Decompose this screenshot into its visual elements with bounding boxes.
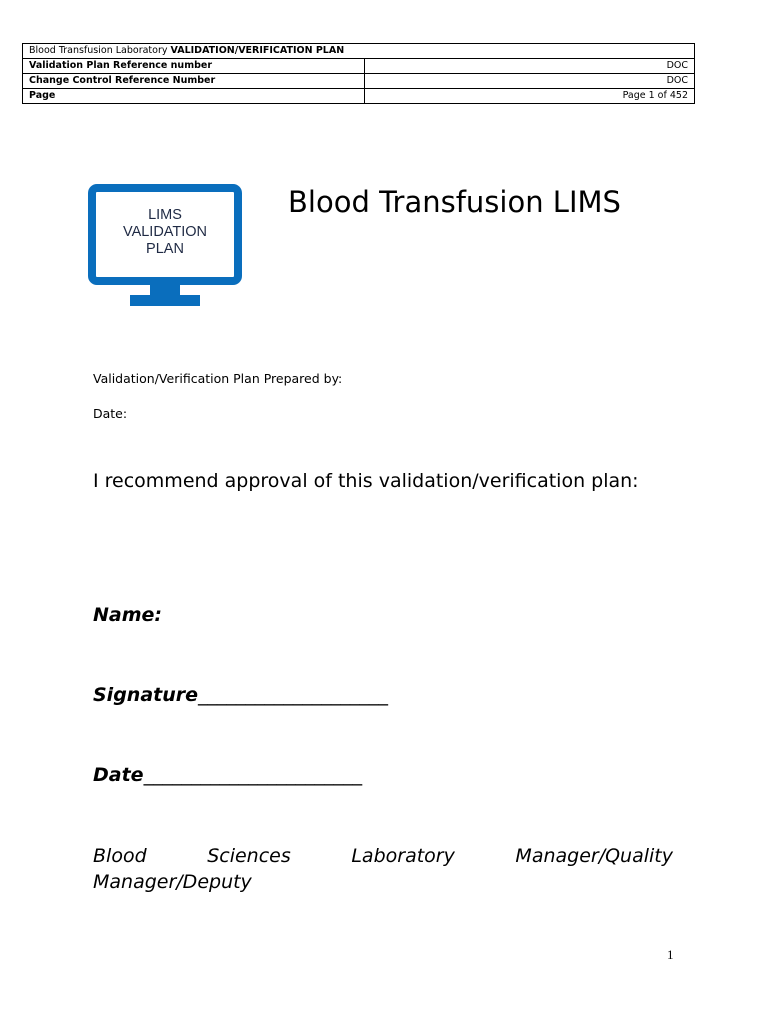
recommend-statement: I recommend approval of this validation/verification plan:	[93, 470, 639, 492]
header-row-title	[23, 44, 695, 59]
manager-role-row-1	[93, 843, 673, 869]
monitor-stand	[130, 295, 200, 306]
header-title-bold: VALIDATION/VERIFICATION PLAN	[170, 45, 345, 56]
header-reference-value: DOC	[365, 59, 695, 74]
header-row-page	[23, 89, 695, 104]
header-row-reference	[23, 59, 695, 74]
header-page-label: Page	[23, 89, 365, 104]
manager-role-text	[93, 843, 673, 895]
header-change-control-value: DOC	[365, 74, 695, 89]
logo-line-2: VALIDATION	[122, 224, 208, 240]
header-page-value: Page 1 of 452	[365, 89, 695, 104]
date-blank-line: _______________________	[143, 764, 363, 786]
signature-field	[93, 682, 388, 708]
header-row-change-control	[23, 74, 695, 89]
date-field-label: Date	[93, 764, 144, 786]
manager-word-4: Manager/Quality	[515, 845, 673, 867]
document-header-table	[22, 43, 695, 104]
page-number: 1	[667, 947, 674, 962]
name-field	[93, 602, 162, 628]
monitor-icon	[88, 184, 242, 308]
date-label: Date:	[93, 406, 128, 421]
signature-blank-line: ____________________	[198, 684, 389, 706]
logo-line-1: LIMS	[148, 207, 182, 223]
page-title: Blood Transfusion LIMS	[288, 185, 621, 219]
signature-label: Signature	[93, 684, 199, 706]
manager-word-3: Laboratory	[351, 845, 455, 867]
name-label: Name:	[93, 604, 163, 626]
header-title-prefix: Blood Transfusion Laboratory	[29, 45, 168, 56]
prepared-by-label: Validation/Verification Plan Prepared by:	[93, 371, 343, 386]
date-field	[93, 762, 362, 788]
logo-line-3: PLAN	[146, 241, 184, 257]
header-reference-label: Validation Plan Reference number	[23, 59, 365, 74]
manager-word-1: Blood	[93, 845, 147, 867]
manager-word-2: Sciences	[207, 845, 291, 867]
manager-role-row-2: Manager/Deputy	[93, 871, 252, 893]
header-change-control-label: Change Control Reference Number	[23, 74, 365, 89]
logo-text	[88, 207, 242, 258]
header-title-cell	[23, 44, 695, 59]
